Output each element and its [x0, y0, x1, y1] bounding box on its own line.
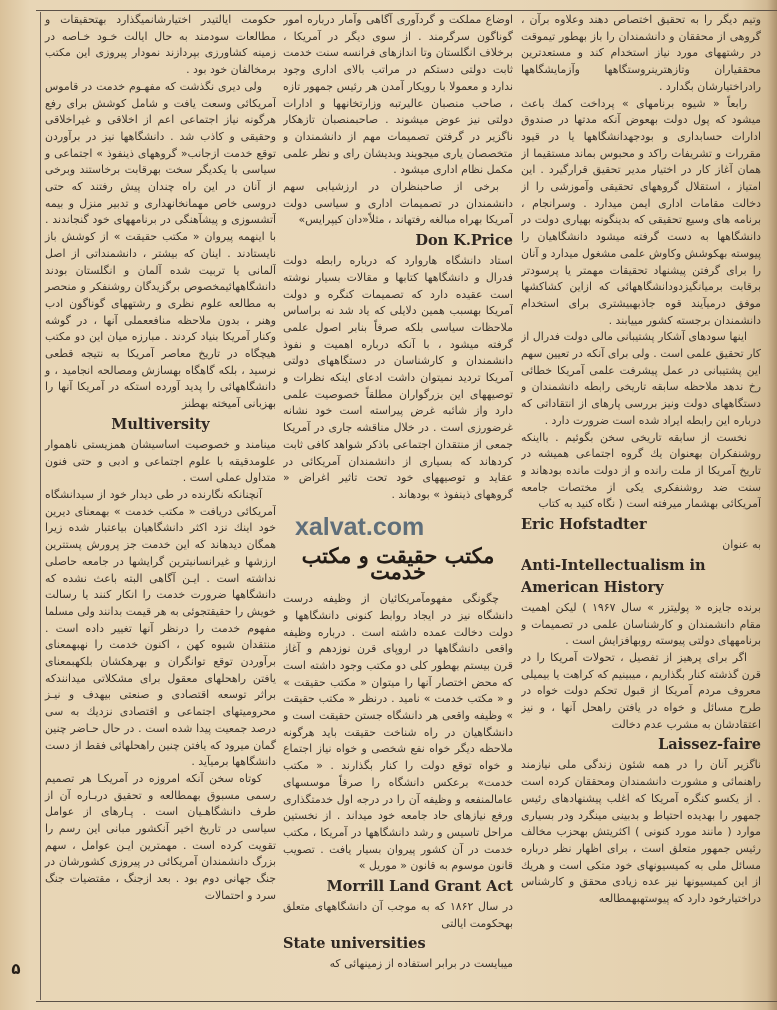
paragraph: میبایست در برابر استفاده از زمینهائی که: [329, 957, 513, 971]
latin-term-state-universities: State universities: [283, 935, 426, 953]
section-heading: مکتب حقیقت و مکتب خدمت: [301, 542, 495, 585]
paragraph: کوتاه سخن آنکه امروزه در آمریکـا هر تصمیم رسمی مسبوق بهمطالعه و تحقیق دربـاره آن از طرف دانشگاهـیان است . پـارهای از عوامل سیاسی در تاریخ اخیر آنکشور مبانی این رسم را تقویت کرده است . مهمترین ایـن عوامل ، سهم بزرگ دانشمندان آمریکائی در پیروزی کشورشان در جنگ جهانی دوم بود . بعد ازجنگ ، مقتضیات جنگ سرد و احتمالات: [45, 771, 276, 902]
latin-author-name: Eric Hofstadter: [521, 516, 647, 534]
latin-term-multiversity: Multiversity: [111, 415, 210, 433]
paragraph: چگونگی مفهومآمریکائیان از وظیفه درست دانشگاه نیز در ایجاد روابط کنونی دانشگاهها و دولت دخالت عمده داشته است . درباره وظیفه واقعی دانشگاهها در اروپای قرن نوزدهم و آغاز قرن بیستم بهطور کلی دو مکتب وجود داشته است که محض اختصار آنها را میتوان « مکتب حقیقت » و « مکتب خدمت » نامید . درنظر « مکتب حقیقت » وظیفه واقعی هر دانشگاه جستن حقیقت است و دانشگاهیان در راه شناخت حقیقت باید هرگونه ملاحظه دیگر خواه نفع شخصی و خواه نیاز اجتماع و خواه توقع دولت را کنار بگذارند . « مکتب خدمت» برعکس دانشگاه را صرفاً موسسهای عامالمنفعه و وظیفه آن را در درجه اول خدمتگذاری ورفع نیازهای حاد جامعه خود میداند . از نخستین مراحل تاسیس و رشد دانشگاهها در آمریکا ، مکتب خدمت در آن کشور پیروان بسیار یافت . تصویب قانون موسوم به قانون « موریل »: [283, 592, 513, 873]
page-number: ۵: [11, 960, 21, 978]
watermark: xalvat.com: [295, 512, 425, 541]
page-edge-shadow: [767, 0, 777, 1010]
paragraph: اوضاع مملکت و گردآوری آگاهی وآمار درباره امور گوناگون سرگرمند . از سوی دیگر در آمریکا ، برخلاف انگلستان وتا اندازهای فرانسه سنت خدمت ثابت دولتی دستکم در مراتب بالای اداری وجود ندارد و معمولا با رویکار آمدن هر رئیس جمهور تازه ، صاحب منصبان عالیرتبه وزارتخانهها و ادارات دولتی نیز عوض میشوند . صاحبمنصبان تازهکار ناگزیر در گرفتن تصمیمات مهم از دانشمندان و متخصصان یاری میجویند وبدیشان رای و نظر علمی مکمل نظام اداری میشود .: [283, 13, 513, 177]
paragraph: ولی دیری نگذشت که مفهـوم خدمت در قاموس آمریکائی وسعت یافت و شامل کوشش برای رفع هرگونه نیاز اجتماعی اعم از اخلاقی و غیراخلاقی وحقیقی و کاذب شد . دانشگاهها نیز در برآوردن توقع خدمت ازجانب« گروههای ذینفوذ » اجتماعی و سیاسی با یکدیگر سخت بهرقابت برخاستند وبرخی از آنان در این راه چندان پیش رفتند که حتی دروسی خاص مهمانخانهداری و تدبیر منزل و بیمه آتشسوزی و پیشآهنگی در برنامههای خود گنجاندند . با اینهمه پیروان « مکتب حقیقت » از کوشش باز نایستادند . اینان که بیشتر ، دانشمنداتی از اصل آلمانی یا تربیت شده آلمان و انگلستان بودند دانشگاههائیمخصوص برگزیدگان روشنفکر و منحصر به مطالعه علوم نظری و رشتههای گوناگون ادب وهنر ، بدون ملاحظه منافععملی آنها ، در گوشه وکنار آمریکا بنیاد کردند . مبارزه میان این دو مکتب هیچگاه در تاریخ معاصر آمریکا به نتیجه قطعی نرسید ، بلکه گاهگاه بهسازش ومصالحه انجامید ، و دانشگاههائی را پدید آورده استکه در آمریکا آنها را بهزبانی آمیخته بهطنز: [45, 79, 276, 411]
paragraph: نخست از سابقه تاریخی سخن بگوئیم . بااینکه روشنفکران بهعنوان یك گروه اجتماعی همیشه در تاریخ آمریکا از ملت رانده و از دولت مانده بودهاند و سنت ضد روشنفکری یکی از مختصات جامعه آمریکائی بهشمار میرفته است ( نگاه کنید به کتاب: [521, 430, 761, 511]
column-left: [40, 12, 276, 1000]
paragraph: مینامند و خصوصیت اساسیشان همزیستی ناهموار علومدقیقه با علوم اجتماعی و ادبی و حتی فنون متداول عملی است .: [45, 437, 276, 485]
latin-book-title-line-2: American History: [521, 578, 664, 596]
paragraph: استاد دانشگاه هاروارد که درباره رابطه دولت فدرال و دانشگاهها کتابها و مقالات بسیار نوشته است عقیده دارد که تصمیمات کنگره و دولت آمریکا بهسبب همین دلایلی که یاد شد نه براساس ملاحظات سیاسی بلکه صرفاً بنابر اصول علمی گرفته میشود ، با آنکه درباره اهمیت و نفوذ دانشمندان و کارشناسان در دستگاههای دولتی آمریکا تردید نمیتوان داشت ادعای اینکه نظرات و توصیههای این بزرگواران مطلقاً خصوصیت علمی دارد واز شائبه غرض پیراسته است خود نشانه غرضورزی است . در خلال مناقشه جاری در آمریکا جمعی از منتقدان اجتماعی باذکر شواهد کافی ثابت کردهاند که بسیاری از دانشمندان آمریکائی در عقاید و توصیههای خود تحت تاثیر اغراض « گروههای ذینفوذ » بودهاند .: [283, 254, 513, 501]
latin-term-morrill-act: Morrill Land Grant Act: [326, 878, 513, 896]
latin-name-don-price: Don K.Price: [415, 232, 513, 250]
paragraph: برنده جایزه « پولیتزر » سال ۱۹۶۷ ) لیکن اهمیت مقام دانشمندان و کارشناسان علمی در تصمیمات و برنامههای دولتی پیوسته روبهافزایش است .: [521, 600, 761, 648]
paragraph: وتیم دیگر را به تحقیق اختصاص دهند وعلاوه برآن ، گروهی از محققان و دانشمندان را باز بهطور تیموقت در رشتههای مورد نیاز استخدام کند و مستعدترین محققیاران وتازهترینروستگاهها وآزمایشگاهها رادراختیارشان بگدارد .: [521, 13, 761, 93]
column-right: [521, 12, 761, 1000]
column-middle: [283, 12, 513, 1000]
paragraph: اینها سودهای آشکار پشتیبانی مالی دولت فدرال از کار تحقیق علمی است . ولی برای آنکه در تعیین سهم این پشتیبانی در عمل پیشرفت علمی آمریکا خطائی رخ ندهد ملاحظه سابقه تاریخی رابطه دانشمندان و دستگاههای دولت ونیز بررسی پارهای از انتقاداتی که درباره این رابطه ایراد شده است ضرورت دارد .: [521, 330, 761, 427]
paragraph: حکومت ایالتیدر اختیارشانمیگذارد بهتحقیقات و مطالعات سودمند به حال ایالت خـود خـاصه در زمینه کشاورزی بپردازند نمودار پیروزی این مکتب برمخالفان خود بود .: [45, 13, 276, 77]
paragraph: رابعاً « شیوه برنامهای » پرداخت کمك باعث میشود که پول دولت بهعوض آنکه مدتها در صندوق ادارات حسابداری و بودجهدانشگاهها یا در قیود مقررات و تشریفات راکد و محبوس بماند مستقیما از همان آغاز کار در اختیار مدیر تحقیق قرارگیرد . این امتیاز ، استقلال گروههای تحقیقی وآموزشی را از دخالت مقامات اداری ایمن میدارد . وسرانجام ، برنامه های وسیع تحقیقی که بدینگونه بهیاری دولت در دانشگاهها به دست گرفته میشود دانشگاهیان را پیوسته بهکوشش وکاوش علمی مشغول میدارد و آنان را برای گرفتن پیشنهاد تحقیقات مهمتر یا پرسودتر برقابت برمیانگیزدودانشگاههائی که ازاین کشاکشها موفق درمیآیند قوه جاذبهبیشتری برای استخدام دانشمندان برجسته کشور مییابند .: [521, 96, 761, 327]
paragraph: برخی از صاحبنظران در ارزشیابی سهم دانشمندان در تصمیمات اداری و سیاسی دولت آمریکا بهراه مبالغه رفتهاند ، مثلاً«دان کیپرایس»: [283, 180, 513, 227]
paragraph: اگر برای پرهیز از تفصیل ، تحولات آمریکا را در قرن گذشته کنار بگذاریم ، میبینیم که کراهت یا بیمیلی معروف مردم آمریکا از قبول تحکم دولت خواه در طرح مسائل و خواه در یافتن راهحل آنها ، و نیز اعتقادشان به مشرب عدم دخالت: [521, 650, 761, 731]
paragraph: ناگزیر آنان را در همه شئون زندگی ملی نیازمند راهنمائی و مشورت دانشمندان ومحققان کرده است . از یکسو کنگره آمریکا که اغلب پیشنهادهای رئیس جمهور را بهدیده احتیاط و بدبینی مینگرد ودر بسیاری موارد ( مانند مورد کنونی ) اکثریتش بهحزب مخالف رئیس جمهور متعلق است ، برای اظهار نظر درباره مسائل ملی به کمیسیونهای خود متکی است و هریك از این کمیسیونها نیز عده زیادی محقق و کارشناس دراختیارخود دارد که پیوستهبهمطالعه: [521, 758, 761, 906]
paragraph: به عنوان: [722, 538, 761, 552]
paragraph: در سال ۱۸۶۲ که به موجب آن دانشگاههای متعلق بهحکومت ایالتی: [283, 900, 513, 930]
latin-term-laissez-faire: Laissez-faire: [658, 736, 761, 754]
latin-book-title-line-1: Anti-Intellectualism in: [521, 556, 706, 574]
paragraph: آنچنانکه نگارنده در طی دیدار خود از سیدانشگاه آمریکائی دریافت « مکتب خدمت » بهمعنای دیرین خود اینك نزد اکثر دانشگاهیان بیاعتبار شده زیرا همگان دیدهاند که این خدمت جز پرورش پستترین ارزشها و غیرانسانیترین گرایشها در جامعه حاصلی نداشته است . ایـن آگاهی البته باعث نشده که دانشگاهها ضرورت خدمت را انکار کنند یا رسالت خویش را حقیقتجوئی به هر قیمت بدانند ولی مسلما مفهوم خدمت را درنظر آنها تغییر داده است . منتقدان شیوه کهن ، اکنون خدمت را نهبهمعنای برآوردن توقع توانگران و بهرهکشان بلکهبمعنای یافتن راهحلهای معقول برای مشکلاتی میدانندکه براثر توسعه اقتصادی و صنعتی بیهدف و نیـز محرومیتهای اجتماعی و اقتصادی نزدیك به سی درصد جمعیت پیدا شده است . در حال حـاضر چنین گمان میرود که یافتن چنین راهحلهائی فقط از دست دانشگاهها برمیآید .: [45, 487, 276, 769]
